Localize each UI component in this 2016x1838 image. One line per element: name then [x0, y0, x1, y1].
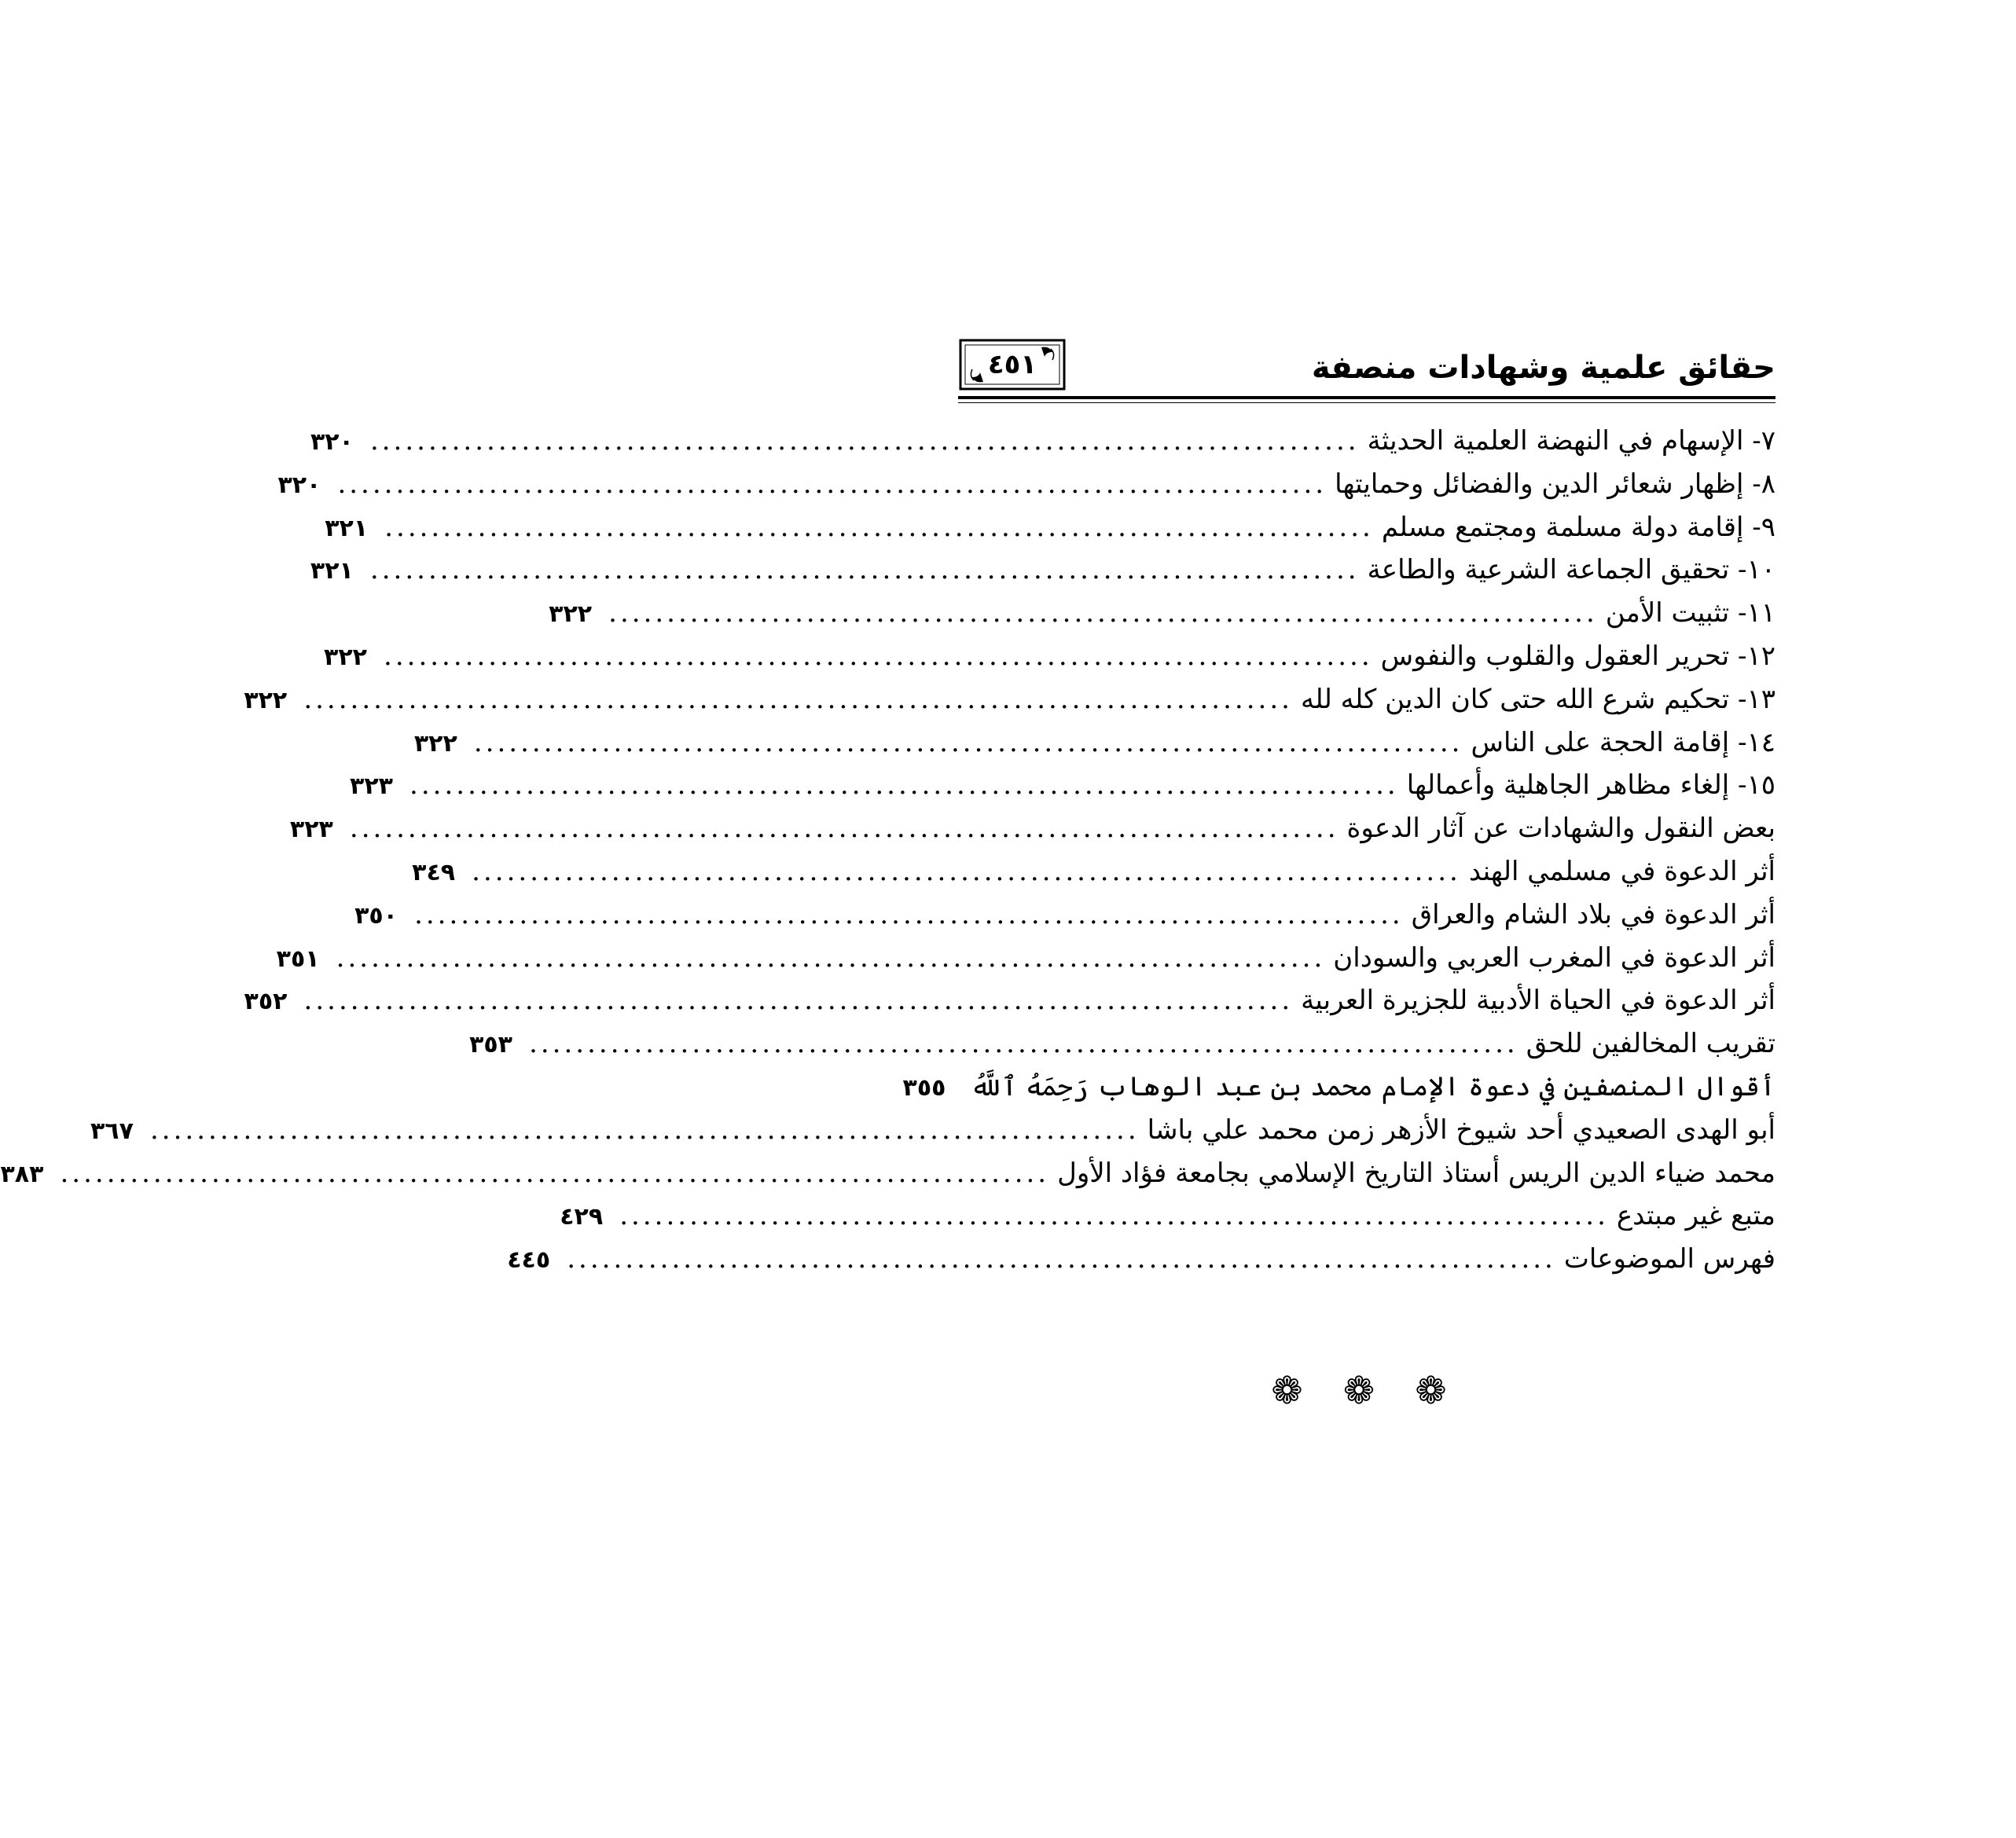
toc-entry-title: ١٢- تحرير العقول والقلوب والنفوس: [1380, 640, 1775, 672]
page-number-frame: [958, 338, 1067, 393]
toc-entry: [324, 635, 1775, 678]
toc-entry: [276, 937, 1775, 980]
toc-entry-page: ٣٥٥: [902, 1073, 946, 1102]
toc-entry-title: بعض النقول والشهادات عن آثار الدعوة: [1346, 813, 1775, 845]
dot-leader: .....................................................................................: [337, 468, 1327, 500]
toc-entry-page: ٤٤٥: [507, 1246, 551, 1275]
dot-leader: .....................................................................................: [414, 898, 1404, 930]
header-rule-thin: [958, 402, 1775, 403]
toc-entry-page: ٣٤٩: [412, 858, 456, 886]
toc-entry-title: متبع غير مبتدع: [1616, 1200, 1775, 1232]
dot-leader: .....................................................................................: [529, 1028, 1518, 1060]
table-of-contents: [0, 420, 1775, 1281]
toc-entry: [244, 979, 1775, 1022]
toc-entry-page: ٣٨٣: [0, 1160, 44, 1188]
toc-entry: [325, 506, 1775, 549]
toc-entry-title: ١١- تثبيت الأمن: [1605, 597, 1775, 629]
toc-entry: [277, 463, 1775, 506]
toc-entry: [469, 1022, 1775, 1066]
toc-entry-title: ٧- الإسهام في النهضة العلمية الحديثة: [1367, 425, 1775, 457]
toc-entry-page: ٣٢٠: [277, 471, 321, 499]
dot-leader: .....................................................................................: [472, 855, 1461, 887]
toc-entry-page: ٣٢١: [310, 557, 354, 585]
dot-leader: .....................................................................................: [303, 985, 1294, 1017]
dot-leader: .....................................................................................: [384, 511, 1374, 543]
toc-entry-page: ٤٢٩: [560, 1203, 604, 1231]
toc-entry: [90, 1109, 1775, 1152]
toc-entry: [289, 807, 1775, 850]
toc-entry-title: أثر الدعوة في بلاد الشام والعراق: [1411, 898, 1775, 930]
dot-leader: .....................................................................................: [567, 1243, 1556, 1275]
page-number: ٤٥١: [987, 349, 1037, 380]
toc-entry-title: ١٥- إلغاء مظاهر الجاهلية وأعمالها: [1406, 769, 1775, 802]
toc-entry-title: أثر الدعوة في الحياة الأدبية للجزيرة العربية: [1301, 985, 1775, 1017]
toc-entry-page: ٣٢٢: [413, 729, 457, 758]
dot-leader: .....................................................................................: [303, 683, 1293, 715]
toc-entry-page: ٣٢٢: [549, 600, 593, 629]
toc-entry-title: فهرس الموضوعات: [1563, 1243, 1775, 1275]
toc-entry-page: ٣٢٣: [289, 816, 333, 844]
toc-entry: [412, 850, 1775, 893]
toc-entry: [560, 1194, 1775, 1238]
dot-leader: .....................................................................................: [150, 1113, 1140, 1146]
toc-entry: [244, 678, 1775, 721]
toc-entry: [507, 1238, 1775, 1281]
book-title: حقائق علمية وشهادات منصفة: [1311, 350, 1775, 386]
toc-entry-title: ٩- إقامة دولة مسلمة ومجتمع مسلم: [1381, 511, 1775, 543]
toc-entry-title: محمد ضياء الدين الريس أستاذ التاريخ الإسلامي بجامعة فؤاد الأول: [1057, 1157, 1775, 1189]
dot-leader: .....................................................................................: [608, 597, 1598, 629]
dot-leader: .....................................................................................: [619, 1200, 1609, 1232]
dot-leader: .....................................................................................: [369, 554, 1360, 586]
toc-entry-title: أثر الدعوة في مسلمي الهند: [1468, 855, 1775, 887]
toc-entry: [413, 721, 1775, 765]
dot-leader: .....................................................................................: [349, 813, 1339, 845]
toc-entry-page: ٣٥٢: [244, 988, 288, 1016]
toc-entry-title: أقوال المنصفين في دعوة الإمام محمد بن عبد الوهاب رَحِمَهُ ٱللَّهُ: [970, 1070, 1775, 1102]
header-rule: [958, 396, 1775, 399]
toc-entry-page: ٣٢٢: [244, 686, 288, 714]
dot-leader: .....................................................................................: [336, 941, 1326, 974]
dot-leader: .....................................................................................: [60, 1157, 1050, 1189]
toc-entry-page: ٣٢٣: [350, 772, 393, 801]
toc-entry-page: ٣٦٧: [90, 1117, 134, 1145]
dot-leader: .....................................................................................: [409, 769, 1399, 802]
toc-entry-title: أثر الدعوة في المغرب العربي والسودان: [1333, 941, 1775, 974]
toc-entry: [310, 548, 1775, 592]
toc-entry-page: ٣٥٠: [354, 901, 398, 930]
end-ornament: ❁ ❁ ❁: [1271, 1369, 1461, 1413]
running-header: [958, 338, 1775, 401]
toc-entry-page: ٣٢١: [325, 514, 369, 542]
toc-entry-page: ٣٥٣: [469, 1031, 512, 1059]
toc-entry: [549, 592, 1775, 635]
toc-entry: [350, 764, 1775, 807]
toc-entry: [0, 1152, 1775, 1195]
toc-entry: [902, 1066, 1775, 1109]
toc-entry-title: ١٠- تحقيق الجماعة الشرعية والطاعة: [1367, 554, 1775, 586]
toc-entry-title: ٨- إظهار شعائر الدين والفضائل وحمايتها: [1335, 468, 1775, 500]
toc-entry-page: ٣٢٠: [310, 428, 354, 456]
toc-entry: [310, 420, 1775, 463]
toc-entry: [354, 893, 1775, 937]
toc-entry-page: ٣٥١: [276, 945, 320, 973]
toc-entry-title: ١٣- تحكيم شرع الله حتى كان الدين كله لله: [1300, 683, 1775, 715]
toc-entry-title: تقريب المخالفين للحق: [1526, 1028, 1775, 1060]
toc-entry-page: ٣٢٢: [324, 643, 367, 671]
dot-leader: .....................................................................................: [369, 425, 1360, 457]
toc-entry-title: ١٤- إقامة الحجة على الناس: [1471, 726, 1775, 758]
toc-entry-title: أبو الهدى الصعيدي أحد شيوخ الأزهر زمن محمد علي باشا: [1147, 1113, 1775, 1146]
dot-leader: .....................................................................................: [473, 726, 1463, 758]
dot-leader: .....................................................................................: [384, 640, 1373, 672]
